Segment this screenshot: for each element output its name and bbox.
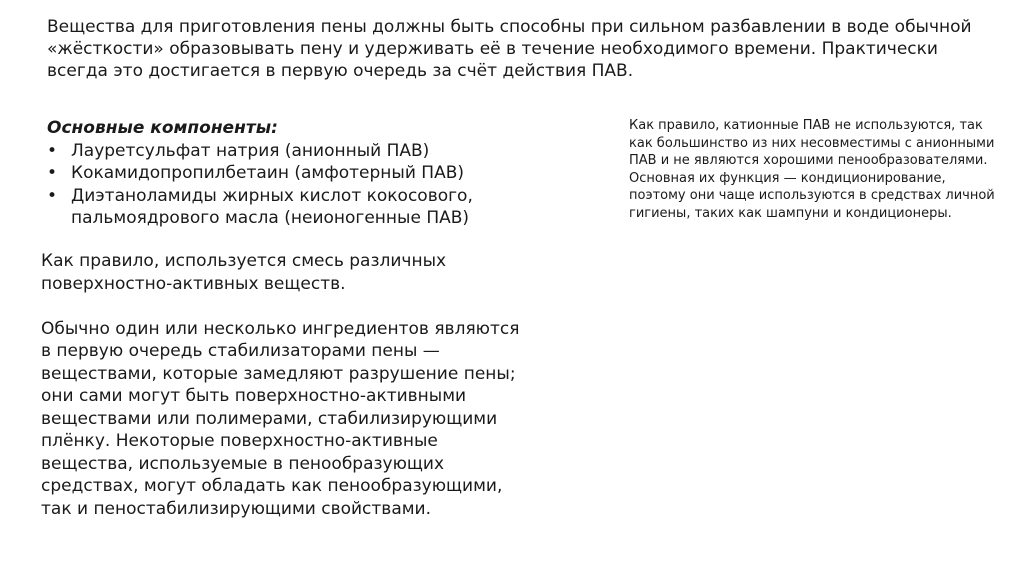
body-paragraph: Обычно один или несколько ингредиентов являются в первую очередь стабилизаторами пены — веществами, которые замедляют разрушение пены; они сами могут быть поверхностно-активными веществами или полимерами, стабилизирующими плёнку. Некоторые поверхностно-активные вещества, используемые в пенообразующих средствах, могут обладать как пенообразующими, так и пеностабилизирующими свойствами.: [41, 318, 520, 519]
list-item: [47, 162, 517, 185]
list-item: [47, 185, 517, 230]
components-block: [47, 117, 517, 230]
body-paragraph: Как правило, используется смесь различных поверхностно-активных веществ.: [41, 251, 447, 294]
list-item-text: Лауретсульфат натрия (анионный ПАВ): [71, 140, 430, 161]
list-item-text: Диэтаноламиды жирных кислот кокосового, пальмоядрового масла (неионогенные ПАВ): [71, 185, 473, 228]
components-heading: Основные компоненты:: [47, 118, 278, 138]
list-item-text: Кокамидопропилбетаин (амфотерный ПАВ): [71, 163, 465, 183]
cationic-note: Как правило, катионные ПАВ не используются, так как большинство из них несовместимы с анионными ПАВ и не являются хорошими пенообразователями. Основная их функция — кондиционирование, поэтому они чаще используются в средствах личной гигиены, таких как шампуни и кондиционеры.: [629, 118, 995, 221]
intro-paragraph: Вещества для приготовления пены должны быть способны при сильном разбавлении в воде обычной «жёсткости» образовывать пену и удерживать её в течение необходимого времени. Практически всегда это достигается в первую очередь за счёт действия ПАВ.: [47, 17, 972, 81]
body-text: [41, 250, 531, 520]
bullet-icon: •: [47, 140, 58, 161]
bullet-icon: •: [47, 185, 58, 206]
bullet-icon: •: [47, 163, 58, 183]
paragraph-spacer: [41, 295, 531, 318]
components-list: [47, 140, 517, 230]
list-item: [47, 140, 517, 163]
